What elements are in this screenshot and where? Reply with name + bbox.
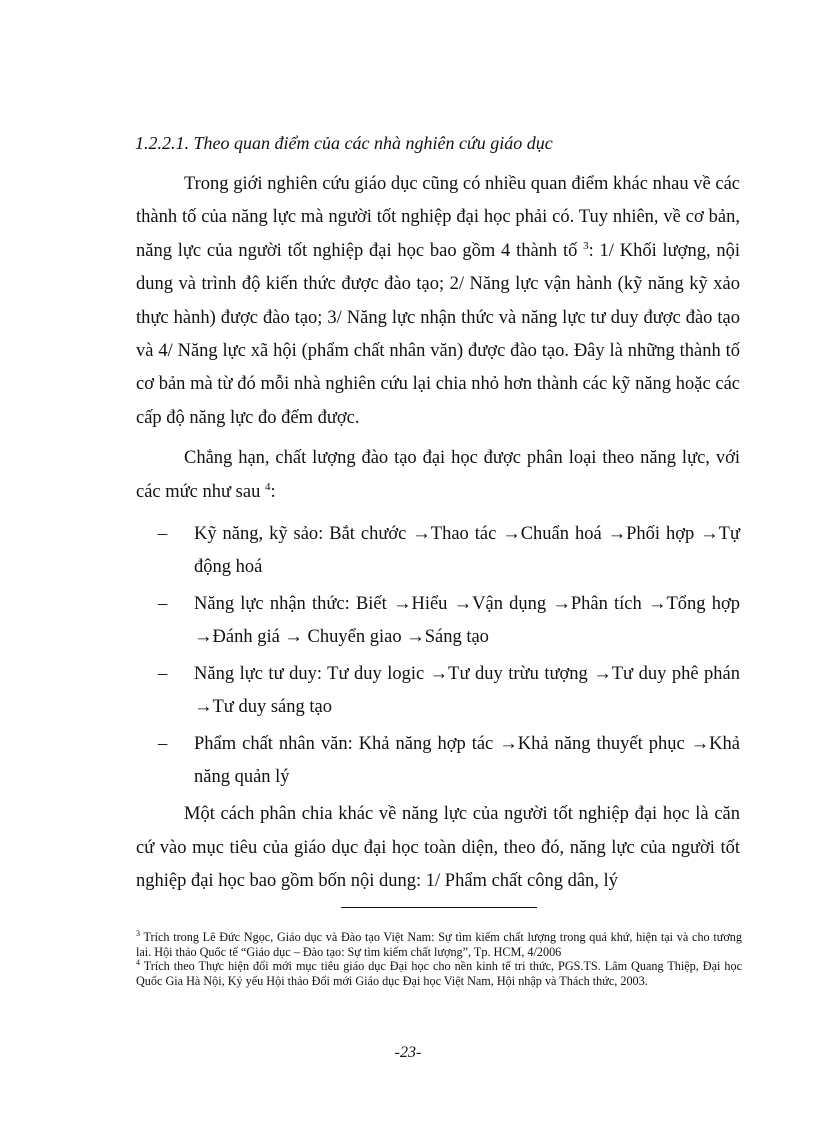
list-dash: – <box>158 733 168 754</box>
footnote-text: Trích theo Thực hiện đổi mới mục tiêu giáo dục Đại học cho nền kinh tế tri thức, PGS.TS. Lâm Quang Thiệp, Đại học Quốc Gia Hà Nội, Kỷ yếu Hội thảo Đổi mới Giáo dục Đại học Việt Nam, Hội nhập và Thách thức, 2003. <box>136 959 742 988</box>
paragraph-1 <box>136 168 740 435</box>
paragraph-1-text-a: Trong giới nghiên cứu giáo dục cũng có nhiều quan điểm khác nhau về các thành tố của năng lực mà người tốt nghiệp đại học phải có. Tuy nhiên, về cơ bản, năng lực của người tốt nghiệp đại học bao gồm 4 thành tố <box>136 174 740 261</box>
footnote-number: 4 <box>136 957 140 967</box>
footnote-ref-3: 3 <box>583 239 589 252</box>
list-item-text: Kỹ năng, kỹ sảo: Bắt chước →Thao tác →Chuẩn hoá →Phối hợp →Tự động hoá <box>194 524 740 578</box>
list-item <box>136 658 740 725</box>
list-item-text: Phẩm chất nhân văn: Khả năng hợp tác →Khả năng thuyết phục →Khả năng quản lý <box>194 733 740 787</box>
footnote-3 <box>136 930 742 959</box>
list-item <box>136 588 740 655</box>
section-heading: 1.2.2.1. Theo quan điểm của các nhà nghiên cứu giáo dục <box>135 133 553 153</box>
footnote-ref-4: 4 <box>264 480 271 493</box>
list-dash: – <box>158 524 168 545</box>
list-dash: – <box>158 663 168 684</box>
competency-list <box>136 518 740 794</box>
list-item-text: Năng lực tư duy: Tư duy logic →Tư duy trừu tượng →Tư duy phê phán →Tư duy sáng tạo <box>194 663 740 718</box>
paragraph-2 <box>136 442 740 509</box>
footnote-number: 3 <box>136 928 140 938</box>
footnote-4 <box>136 959 742 988</box>
list-item-text: Năng lực nhận thức: Biết →Hiểu →Vận dụng →Phân tích →Tổng hợp →Đánh giá → Chuyển giao →Sáng tạo <box>194 593 740 648</box>
footnote-separator <box>341 907 537 908</box>
body-text <box>136 168 740 899</box>
paragraph-2-text-b: : <box>270 481 276 502</box>
page-number: -23- <box>394 1044 422 1061</box>
paragraph-2-text-a: Chẳng hạn, chất lượng đào tạo đại học được phân loại theo năng lực, với các mức như sau <box>136 448 740 502</box>
list-dash: – <box>158 593 168 614</box>
list-item <box>136 728 740 795</box>
paragraph-1-text-b: : 1/ Khối lượng, nội dung và trình độ kiến thức được đào tạo; 2/ Năng lực vận hành (kỹ năng kỹ xảo thực hành) được đào tạo; 3/ Năng lực nhận thức và năng lực tư duy được đào tạo và 4/ Năng lực xã hội (phẩm chất nhân văn) được đào tạo. Đây là những thành tố cơ bản mà từ đó mỗi nhà nghiên cứu lại chia nhỏ hơn thành các kỹ năng hoặc các cấp độ năng lực đo đếm được. <box>136 240 741 428</box>
paragraph-3: Một cách phân chia khác về năng lực của người tốt nghiệp đại học là căn cứ vào mục tiêu của giáo dục đại học toàn diện, theo đó, năng lực của người tốt nghiệp đại học bao gồm bốn nội dung: 1/ Phẩm chất công dân, lý <box>136 804 740 892</box>
footnotes <box>136 930 742 988</box>
footnote-text: Trích trong Lê Đức Ngọc, Giáo dục và Đào tạo Việt Nam: Sự tìm kiếm chất lượng trong quá khứ, hiện tại và cho tương lai. Hội thảo Quốc tế “Giáo dục – Đào tạo: Sự tìm kiếm chất lượng”, Tp. HCM, 4/2006 <box>136 930 742 959</box>
list-item <box>136 518 740 585</box>
